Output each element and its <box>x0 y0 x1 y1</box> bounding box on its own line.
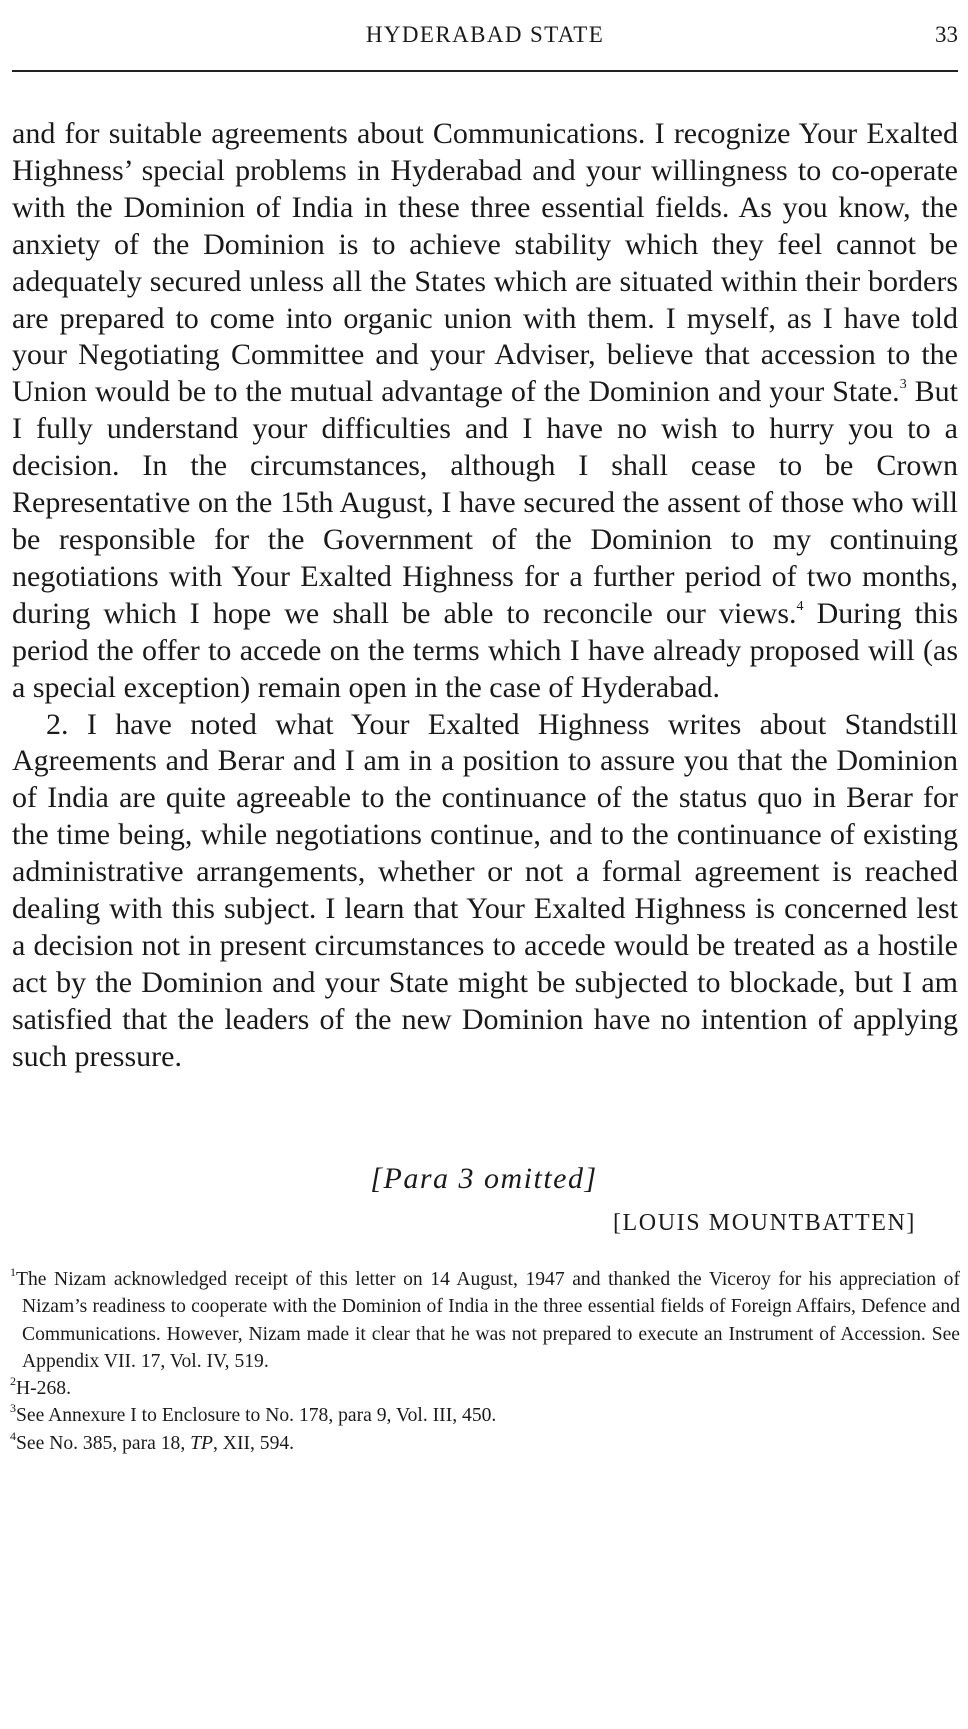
running-header-title: HYDERABAD STATE <box>365 22 605 47</box>
footnote-4-number: 4 <box>10 1428 16 1443</box>
paragraph-1-text-part-2: But I fully understand your difficulties and I have no wish to hurry you to a decision. In the circumstances, although I shall cease to be Crown Representative on the 15th August, I have secured the assent of those who will be responsible for the Government of the Dominion to my continuing negotiations with Your Exalted Highness for a further period of two months, during which I hope we shall be able to reconcile our views. <box>12 375 958 630</box>
paragraph-1-text-part-3: During this period the offer to accede on the terms which I have already proposed will (as a special exception) remain open in the case of Hyderabad. <box>12 596 958 704</box>
footnote-1 <box>10 1266 960 1375</box>
footnote-4-source-abbrev: TP <box>190 1432 213 1454</box>
paragraph-1-text-part-1: and for suitable agreements about Communications. I recognize Your Exalted Highness’ special problems in Hyderabad and your willingness to co-operate with the Dominion of India in these three essential fields. As you know, the anxiety of the Dominion is to achieve stability which they feel cannot be adequately secured unless all the States which are situated within their borders are prepared to come into organic union with them. I myself, as I have told your Negotiating Committee and your Adviser, believe that accession to the Union would be to the mutual advantage of the Dominion and your State. <box>12 117 958 409</box>
footnote-4 <box>10 1430 960 1457</box>
footnote-3-text: See Annexure I to Enclosure to No. 178, para 9, Vol. III, 450. <box>16 1405 497 1427</box>
letter-body <box>12 116 958 1076</box>
footnote-ref-4: 4 <box>796 598 804 614</box>
footnote-1-text: The Nizam acknowledged receipt of this letter on 14 August, 1947 and thanked the Viceroy for his appreciation of Nizam’s readiness to cooperate with the Dominion of India in the three essential fields of Foreign Affairs, Defence and Communications. However, Nizam made it clear that he was not prepared to execute an Instrument of Accession. See Appendix VII. 17, Vol. IV, 519. <box>16 1269 960 1372</box>
footnote-2-text: H-268. <box>16 1378 71 1400</box>
body-paragraph-2: 2. I have noted what Your Exalted Highness writes about Standstill Agreements and Berar and I am in a position to assure you that the Dominion of India are quite agreeable to the continuance of the status quo in Berar for the time being, while negotiations continue, and to the continuance of existing administrative arrangements, whether or not a formal agreement is reached dealing with this subject. I learn that Your Exalted Highness is concerned lest a decision not in present circumstances to accede would be treated as a hostile act by the Dominion and your State might be subjected to blockade, but I am satisfied that the leaders of the new Dominion have no intention of applying such pressure. <box>12 707 958 1073</box>
footnote-4-text-before: See No. 385, para 18, <box>16 1432 191 1454</box>
running-header <box>12 18 958 72</box>
footnotes-section <box>10 1266 960 1457</box>
signature: [LOUIS MOUNTBATTEN] <box>612 1210 916 1236</box>
footnote-ref-3: 3 <box>899 377 907 393</box>
footnote-1-number: 1 <box>10 1265 16 1279</box>
page-number: 33 <box>935 22 958 47</box>
footnote-2-number: 2 <box>10 1374 16 1389</box>
footnote-3 <box>10 1402 960 1429</box>
footnote-4-text-after: , XII, 594. <box>213 1432 295 1454</box>
omission-note: [Para 3 omitted] <box>370 1162 598 1195</box>
body-paragraph-1 <box>12 116 958 707</box>
footnote-3-number: 3 <box>10 1401 16 1416</box>
footnote-2 <box>10 1375 960 1402</box>
